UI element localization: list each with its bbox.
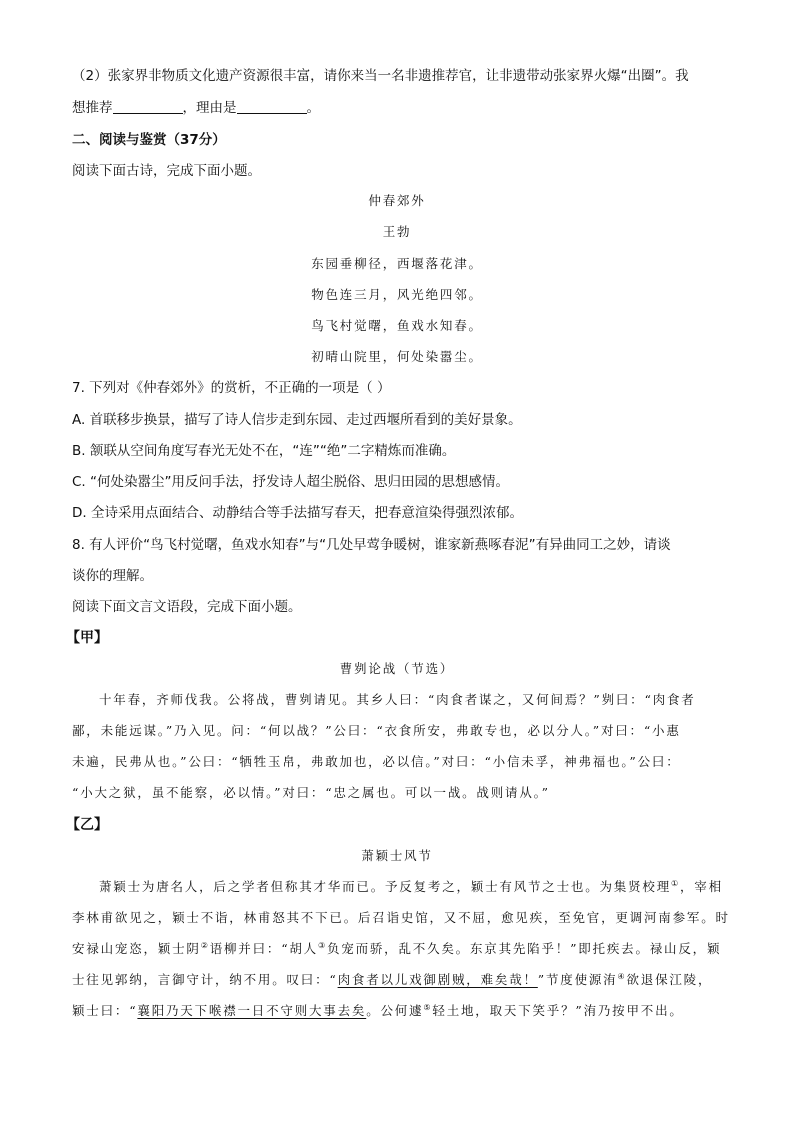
yi-line-5	[72, 1001, 722, 1021]
poem-line-3: 鸟飞村觉曙，鱼戏水知春。	[311, 318, 483, 333]
yi-text: 士往见郭纳，言御守计，纳不用。叹曰：“	[72, 972, 338, 987]
poem-line-4: 初晴山院里，何处染嚣尘。	[311, 349, 483, 364]
poem-line-2: 物色连三月，风光绝四邻。	[311, 287, 483, 302]
footnote-marker: ④	[617, 972, 627, 981]
underlined-sentence-2: 襄阳乃天下喉襟一日不守则大事去矣	[137, 1003, 367, 1018]
yi-line-2: 李林甫欲见之，颖士不诣，林甫怒其不下已。后召诣史馆，又不屈，愈见疾，至免官，更调河南参军。时	[72, 910, 730, 925]
poem-title: 仲春郊外	[368, 193, 426, 208]
jia-label: 【甲】	[66, 630, 108, 646]
q7-stem: 7. 下列对《仲春郊外》的赏析，不正确的一项是（ ）	[72, 380, 391, 396]
footnote-marker: ①	[671, 879, 680, 888]
q2-line1: （2）张家界非物质文化遗产资源很丰富，请你来当一名非遗推荐官，让非遗带动张家界火爆“出圈”。我	[72, 68, 689, 84]
jia-title: 曹刿论战（节选）	[339, 661, 455, 676]
answer-blank-recommend[interactable]	[113, 99, 183, 114]
jia-line-2: 鄙，未能远谋。”乃入见。问：“何以战？”公曰：“衣食所安，弗敢专也，必以分人。”对曰：“小惠	[72, 723, 681, 738]
footnote-marker: ③	[317, 941, 327, 950]
yi-label: 【乙】	[66, 817, 108, 833]
q7-option-c[interactable]: C. “何处染嚣尘”用反问手法，抒发诗人超尘脱俗、思归田园的思想感情。	[72, 474, 509, 490]
underlined-sentence-1: 肉食者以儿戏御剧贼，难矣哉！	[337, 972, 538, 987]
poem-intro: 阅读下面古诗，完成下面小题。	[72, 163, 261, 179]
yi-text: ，宰相	[680, 879, 723, 894]
yi-line-1	[99, 877, 722, 897]
q8-line2: 谈你的理解。	[72, 568, 153, 584]
yi-text: 安禄山宠恣，颖士阴	[72, 941, 201, 956]
section2-title: 二、阅读与鉴赏（37分）	[72, 132, 226, 148]
yi-line-3	[72, 939, 722, 959]
jia-line-4: “小大之狱，虽不能察，必以情。”对曰：“忠之属也。可以一战。战则请从。”	[72, 785, 550, 800]
yi-text: 语柳并曰：“胡人	[209, 941, 318, 956]
footnote-marker: ⑤	[423, 1003, 433, 1012]
yi-text: 。公何遽	[366, 1003, 424, 1018]
prose-intro: 阅读下面文言文语段，完成下面小题。	[72, 599, 302, 615]
yi-text: 萧颖士为唐名人，后之学者但称其才华而已。予反复考之，颖士有风节之士也。为集贤校理	[99, 879, 672, 894]
q7-option-b[interactable]: B. 颔联从空间角度写春光无处不在，“连”“绝”二字精炼而准确。	[72, 443, 456, 459]
q7-option-a[interactable]: A. 首联移步换景，描写了诗人信步走到东园、走过西堰所看到的美好景象。	[72, 412, 522, 428]
yi-text: 轻土地，取天下笑乎？”洧乃按甲不出。	[432, 1003, 684, 1018]
q8-line1: 8. 有人评价“鸟飞村觉曙，鱼戏水知春”与“几处早莺争暖树，谁家新燕啄春泥”有异曲同工之妙，请谈	[72, 537, 671, 553]
yi-text: 负宠而骄，乱不久矣。东京其先陷乎！”即托疾去。禄山反，颖	[326, 941, 722, 956]
q2-prompt-c: 。	[306, 100, 320, 116]
q2-prompt-b: ，理由是	[182, 100, 237, 116]
yi-title: 萧颖士风节	[361, 848, 433, 863]
q2-prompt-a: 想推荐	[72, 100, 113, 116]
poem-line-1: 东园垂柳径，西堰落花津。	[311, 256, 483, 271]
q2-line2	[72, 98, 722, 118]
yi-text: 欲退保江陵，	[626, 972, 713, 987]
yi-text: 颖士曰：“	[72, 1003, 138, 1018]
yi-line-4	[72, 970, 722, 990]
poem-author: 王勃	[382, 224, 412, 239]
jia-line-3: 未遍，民弗从也。”公曰：“牺牲玉帛，弗敢加也，必以信。”对曰：“小信未孚，神弗福也。”公曰：	[72, 754, 681, 769]
q7-option-d[interactable]: D. 全诗采用点面结合、动静结合等手法描写春天，把春意渲染得强烈浓郁。	[72, 505, 523, 521]
yi-text: ”节度使源洧	[537, 972, 618, 987]
jia-line-1: 十年春，齐师伐我。公将战，曹刿请见。其乡人曰：“肉食者谋之，又何间焉？”刿曰：“肉食者	[99, 692, 696, 707]
footnote-marker: ②	[200, 941, 210, 950]
answer-blank-reason[interactable]	[237, 99, 307, 114]
